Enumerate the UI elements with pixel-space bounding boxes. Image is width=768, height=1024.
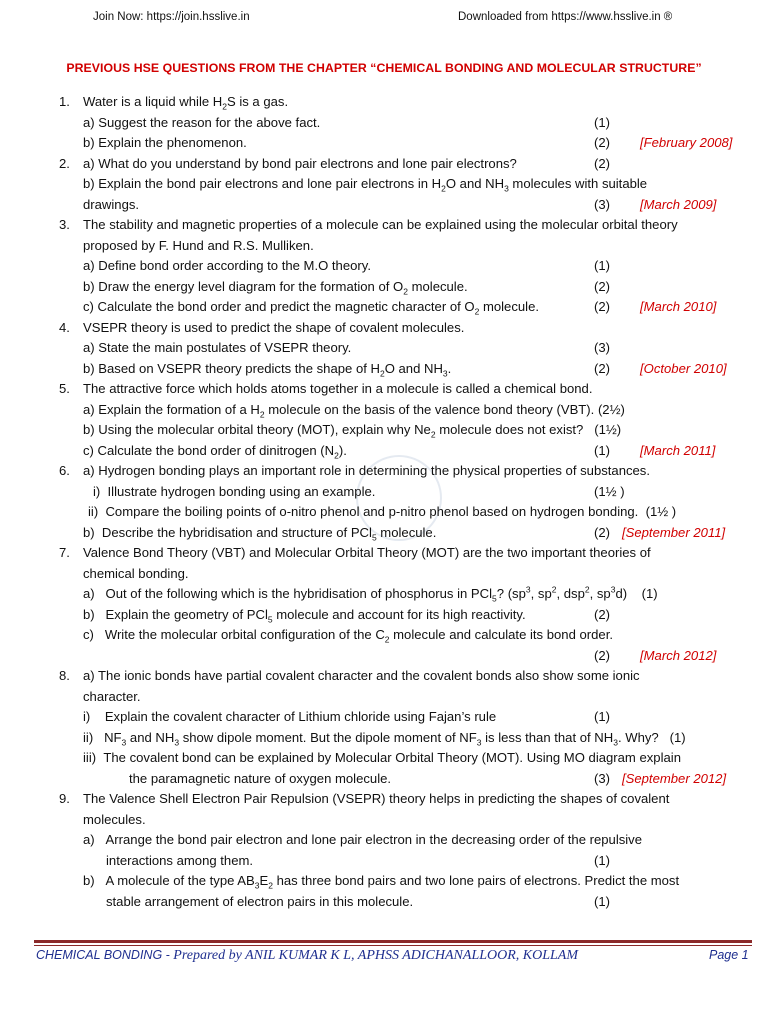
footer-rule-thin [34, 945, 752, 946]
question-text: iii) The covalent bond can be explained by Molecular Orbital Theory (MOT). Using MO diagram explain [83, 750, 681, 765]
question-line [0, 236, 768, 256]
question-number: 3. [59, 217, 70, 232]
question-line [0, 359, 768, 379]
question-line [0, 605, 768, 625]
question-text: a) Arrange the bond pair electron and lone pair electron in the decreasing order of the repulsive [83, 832, 643, 847]
marks-label: (3) [594, 340, 611, 355]
question-line [0, 810, 768, 830]
question-line [0, 420, 768, 440]
question-text: b) Explain the phenomenon. [83, 135, 247, 150]
header-download-source: Downloaded from https://www.hsslive.in ® [458, 11, 673, 23]
question-line [0, 564, 768, 584]
question-line [0, 830, 768, 850]
marks-label: (1) [594, 709, 611, 724]
question-line [0, 646, 768, 666]
question-text: ii) Compare the boiling points of o-nitro phenol and p-nitro phenol based on hydrogen bonding. (1½ ) [88, 504, 677, 519]
question-text: The stability and magnetic properties of a molecule can be explained using the molecular orbital theory [83, 217, 678, 232]
exam-date-label: [September 2012] [622, 770, 727, 786]
question-text: interactions among them. [106, 852, 254, 868]
question-text: proposed by F. Hund and R.S. Mulliken. [83, 237, 314, 253]
question-text: The attractive force which holds atoms together in a molecule is called a chemical bond. [83, 381, 593, 396]
question-line [0, 400, 768, 420]
question-text: b) Draw the energy level diagram for the formation of $O_2$ molecule. [83, 278, 468, 297]
question-line [0, 215, 768, 235]
question-text: a) The ionic bonds have partial covalent character and the covalent bonds also show some ionic [83, 668, 640, 683]
question-line [0, 133, 768, 153]
question-text: b) Using the molecular orbital theory (MOT), explain why $Ne_2$ molecule does not exist? (1½) [83, 422, 622, 440]
question-text: molecules. [83, 811, 146, 827]
question-line [0, 318, 768, 338]
question-line [0, 625, 768, 645]
question-line [0, 441, 768, 461]
marks-label: (2) [594, 524, 611, 540]
page-number: Page 1 [709, 948, 749, 962]
marks-label: (1) [594, 442, 611, 458]
question-text: c) Calculate the bond order and predict the magnetic character of $O_2$ molecule. [83, 299, 539, 317]
question-line [0, 461, 768, 481]
question-line [0, 154, 768, 174]
exam-date-label: [February 2008] [640, 135, 733, 150]
marks-label: (2) [594, 299, 611, 314]
question-text: a) State the main postulates of VSEPR theory. [83, 340, 352, 355]
footer-author: Prepared by ANIL KUMAR K L, APHSS ADICHANALLOOR, KOLLAM [173, 948, 579, 963]
marks-label: (1) [594, 114, 611, 130]
question-text: i) Illustrate hydrogen bonding using an example. [93, 483, 376, 499]
question-line [0, 379, 768, 399]
question-line [0, 584, 768, 604]
marks-label: (3) [594, 770, 611, 786]
question-number: 5. [59, 381, 70, 396]
question-line [0, 748, 768, 768]
question-line [0, 892, 768, 912]
question-number: 9. [59, 791, 70, 806]
question-text: chemical bonding. [83, 565, 189, 581]
question-text: b) A molecule of the type $AB_3E_2$ has three bond pairs and two lone pairs of electrons. Predict the most [83, 873, 680, 891]
question-text: b) Based on VSEPR theory predicts the shape of $H_2O$ and $NH_3$. [83, 360, 452, 379]
question-text: b) Explain the bond pair electrons and lone pair electrons in $H_2O$ and $NH_3$ molecules with suitable [83, 176, 648, 194]
marks-label: (1) [594, 893, 611, 909]
question-line [0, 851, 768, 871]
question-line [0, 256, 768, 276]
question-text: b) Describe the hybridisation and structure of PCl$_5$ molecule. [83, 524, 437, 543]
question-text: a) Define bond order according to the M.O theory. [83, 258, 371, 273]
question-text: drawings. [83, 196, 140, 212]
question-line [0, 769, 768, 789]
question-text: VSEPR theory is used to predict the shape of covalent molecules. [83, 319, 465, 335]
question-number: 2. [59, 155, 70, 171]
question-line [0, 789, 768, 809]
question-text: a) Out of the following which is the hybridisation of phosphorus in PCl$_5$? ($sp^3$, $sp^2$, dsp$^2$, $sp^3d$) (1) [83, 584, 658, 604]
marks-label: (1½ ) [594, 483, 625, 499]
marks-label: (1) [594, 852, 611, 868]
question-text: ii) $NF_3$ and $NH_3$ show dipole moment. But the dipole moment of $NF_3$ is less than that of $NH_3$. Why? (1) [83, 729, 686, 748]
question-text: a) Suggest the reason for the above fact. [83, 114, 321, 130]
question-line [0, 113, 768, 133]
exam-date-label: [October 2010] [640, 360, 727, 376]
marks-label: (2) [594, 360, 611, 376]
question-text: Valence Bond Theory (VBT) and Molecular Orbital Theory (MOT) are the two important theories of [83, 545, 651, 560]
question-text: a) Explain the formation of a $H_2$ molecule on the basis of the valence bond theory (VBT). (2½) [83, 401, 625, 420]
question-line [0, 707, 768, 727]
footer-rule-thick [34, 940, 752, 943]
marks-label: (3) [594, 196, 611, 212]
exam-date-label: [September 2011] [622, 524, 726, 540]
question-text: The Valence Shell Electron Pair Repulsion (VSEPR) theory helps in predicting the shapes of covalent [83, 791, 670, 806]
question-number: 7. [59, 545, 70, 560]
document-title: PREVIOUS HSE QUESTIONS FROM THE CHAPTER “CHEMICAL BONDING AND MOLECULAR STRUCTURE” [66, 61, 702, 75]
question-text: b) Explain the geometry of PCl$_5$ molecule and account for its high reactivity. [83, 606, 526, 625]
question-line [0, 728, 768, 748]
exam-date-label: [March 2010] [640, 299, 717, 314]
question-line [0, 666, 768, 686]
marks-label: (2) [594, 278, 611, 294]
question-line [0, 523, 768, 543]
header-join-link[interactable]: Join Now: https://join.hsslive.in [93, 11, 250, 23]
question-line [0, 297, 768, 317]
question-text: character. [83, 688, 141, 704]
footer-chapter-label: CHEMICAL BONDING - [36, 948, 174, 962]
question-line [0, 502, 768, 522]
question-text: a) Hydrogen bonding plays an important role in determining the physical properties of substances. [83, 463, 650, 478]
question-line [0, 174, 768, 194]
question-line [0, 871, 768, 891]
question-line [0, 92, 768, 112]
marks-label: (1) [594, 258, 611, 273]
question-line [0, 543, 768, 563]
marks-label: (2) [594, 135, 611, 150]
marks-label: (2) [594, 155, 611, 171]
question-number: 4. [59, 319, 70, 335]
question-number: 1. [59, 94, 70, 109]
marks-label: (2) [594, 647, 611, 663]
question-line [0, 277, 768, 297]
question-number: 6. [59, 463, 70, 478]
question-line [0, 687, 768, 707]
exam-date-label: [March 2009] [640, 196, 717, 212]
question-line [0, 338, 768, 358]
exam-date-label: [March 2012] [640, 647, 717, 663]
question-text: i) Explain the covalent character of Lithium chloride using Fajan’s rule [83, 709, 497, 724]
question-text: a) What do you understand by bond pair electrons and lone pair electrons? [83, 155, 517, 171]
question-text: c) Calculate the bond order of dinitrogen $(N_2)$. [83, 442, 347, 461]
question-line [0, 482, 768, 502]
question-text: Water is a liquid while $H_2S$ is a gas. [83, 94, 289, 112]
question-text: c) Write the molecular orbital configuration of the $C_2$ molecule and calculate its bond order. [83, 627, 613, 645]
question-number: 8. [59, 668, 70, 683]
question-text: the paramagnetic nature of oxygen molecule. [129, 770, 392, 786]
exam-date-label: [March 2011] [640, 442, 716, 458]
question-text: stable arrangement of electron pairs in this molecule. [106, 893, 414, 909]
footer-credit [36, 948, 578, 964]
question-line [0, 195, 768, 215]
marks-label: (2) [594, 606, 611, 622]
